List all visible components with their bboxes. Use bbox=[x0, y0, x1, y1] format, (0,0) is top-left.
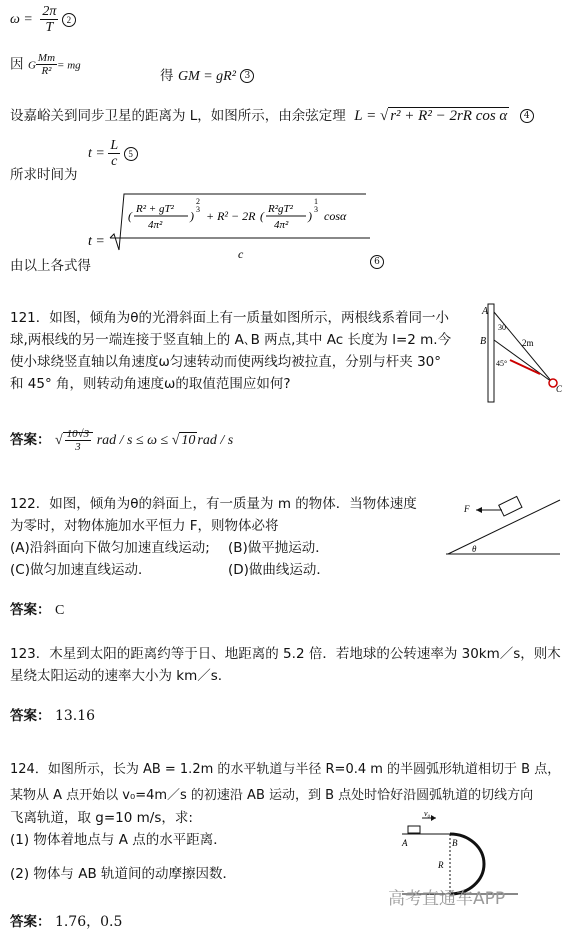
q123-answer bbox=[10, 704, 95, 724]
q121-fig-angle2: 45° bbox=[496, 359, 508, 368]
q124-fig-v0: v₀ bbox=[424, 809, 431, 818]
q122-fig-theta: θ bbox=[472, 544, 477, 554]
eq6-text: 由以上各式得 bbox=[10, 258, 91, 274]
q122-optC: (C)做匀加速直线运动． bbox=[10, 562, 152, 578]
q122-answer-label: 答案： bbox=[10, 602, 51, 618]
equation-3: 因 G $\frac{Mm}{\text{R²}}$ = mg bbox=[10, 52, 81, 78]
q121-figure bbox=[470, 300, 565, 410]
svg-text:+ R² − 2R: + R² − 2R bbox=[206, 209, 256, 223]
equation-2: ω = $\frac{2\pi}{T}$ 2 bbox=[10, 4, 76, 36]
q121-fig-B: B bbox=[480, 336, 487, 347]
svg-text:1: 1 bbox=[314, 197, 318, 206]
svg-text:2: 2 bbox=[196, 197, 200, 206]
q122-fig-F: F bbox=[464, 504, 470, 514]
q122-optB: (B)做平抛运动． bbox=[228, 540, 329, 556]
q122-answer-value: C bbox=[54, 603, 65, 618]
equation-6-graphic bbox=[88, 190, 388, 270]
q124-fig-R: R bbox=[438, 860, 444, 870]
svg-text:c: c bbox=[238, 247, 244, 261]
svg-text:(: ( bbox=[260, 209, 264, 223]
q122-figure bbox=[440, 492, 565, 562]
svg-text:4π²: 4π² bbox=[148, 219, 163, 231]
q123-answer-value: 13.16 bbox=[54, 708, 96, 724]
q121-line1: 121．如图，倾角为θ的光滑斜面上有一质量如图所示，两根线系着同一小 bbox=[10, 310, 450, 326]
q124-sub2: (2) 物体与 AB 轨道间的动摩擦因数． bbox=[10, 866, 236, 882]
q124-fig-A: A bbox=[402, 838, 408, 848]
q122-line1: 122．如图，倾角为θ的斜面上，有一质量为 m 的物体．当物体速度 bbox=[10, 496, 417, 512]
q122-optD: (D)做曲线运动． bbox=[228, 562, 330, 578]
q122-optA: (A)沿斜面向下做匀加速直线运动; bbox=[10, 540, 210, 556]
q123-answer-label: 答案： bbox=[10, 708, 51, 724]
eq3-numerator: Mm bbox=[37, 52, 56, 64]
equation-4: 设嘉峪关到同步卫星的距离为 L，如图所示，由余弦定理 L = √ r² + R² − 2rR cos α 4 bbox=[10, 104, 534, 125]
eq3-result: GM = gR² bbox=[177, 69, 236, 84]
equation-6 bbox=[88, 190, 388, 274]
q124-answer-value: 1.76，0.5 bbox=[54, 914, 123, 930]
q123-line1: 123．木星到太阳的距离约等于日、地距离的 5.2 倍．若地球的公转速率为 30km／s，则木 bbox=[10, 646, 561, 662]
svg-text:R²gT²: R²gT² bbox=[268, 203, 293, 215]
q121-fig-len: 2m bbox=[522, 338, 534, 348]
q122-answer bbox=[10, 598, 64, 619]
q121-line4: 和 45° 角，则转动角速度ω的取值范围应如何? bbox=[10, 376, 291, 392]
q124-answer-label: 答案： bbox=[10, 914, 51, 930]
eq5-denominator: c bbox=[111, 154, 118, 170]
q121-answer: 答案： √ $\frac{10√3}{3}$ rad / s ≤ ω ≤ √ 10 rad / s bbox=[10, 428, 234, 454]
equation-3-result: 得 GM = gR² 3 bbox=[160, 64, 254, 85]
q122-line2: 为零时，对物体施加水平恒力 F，则物体必将 bbox=[10, 518, 279, 534]
svg-text:4π²: 4π² bbox=[274, 219, 289, 231]
q124-line2: 某物从 A 点开始以 v₀=4m／s 的初速沿 AB 运动，到 B 点处时恰好沿圆弧轨道的切线方向 bbox=[10, 788, 534, 803]
q124-line1: 124．如图所示，长为 AB = 1.2m 的水平轨道与半径 R=0.4 m 的半圆弧形轨道相切于 B 点， bbox=[10, 762, 561, 777]
svg-text:(: ( bbox=[128, 209, 132, 223]
svg-text:cosα: cosα bbox=[324, 209, 347, 223]
eq5-text: 所求时间为 bbox=[10, 167, 78, 183]
q121-line3: 使小球绕竖直轴以角速度ω匀速转动而使两线均被拉直，分别与杆夹 30° bbox=[10, 354, 442, 370]
q121-fig-A: A bbox=[482, 306, 489, 317]
eq5-numerator: L bbox=[110, 138, 119, 153]
q124-sub1: (1) 物体着地点与 A 点的水平距离． bbox=[10, 832, 227, 848]
eq3-denominator: R² bbox=[41, 65, 52, 78]
q121-fig-C: C bbox=[556, 384, 563, 394]
q123-line2: 星绕太阳运动的速率大小为 km／s. bbox=[10, 668, 223, 684]
eq2-tag: 2 bbox=[62, 13, 76, 27]
eq2-denominator: T bbox=[45, 20, 54, 36]
svg-text:3: 3 bbox=[196, 205, 200, 214]
q124-line3: 飞离轨道，取 g=10 m/s，求: bbox=[10, 810, 193, 826]
eq6-tag: 6 bbox=[370, 254, 384, 270]
watermark: 高考直通车APP bbox=[388, 889, 506, 909]
svg-text:R² + gT²: R² + gT² bbox=[136, 203, 174, 215]
eq3-rhs: = mg bbox=[57, 59, 81, 72]
q124-answer bbox=[10, 910, 122, 931]
q124-fig-B: B bbox=[452, 838, 458, 848]
equation-5: t = $\frac{L}{c}$ 5 bbox=[88, 138, 138, 170]
q121-line2: 球,两根线的另一端连接于竖直轴上的 A､B 两点,其中 Ac 长度为 l=2 m.今 bbox=[10, 332, 452, 348]
svg-text:): ) bbox=[190, 209, 194, 223]
svg-text:t =: t = bbox=[88, 234, 105, 249]
svg-text:): ) bbox=[308, 209, 312, 223]
eq4-text: 设嘉峪关到同步卫星的距离为 L，如图所示，由余弦定理 bbox=[10, 108, 346, 124]
eq3-prefix: 因 bbox=[10, 56, 24, 73]
eq3-got: 得 bbox=[160, 68, 174, 84]
eq2-numerator: 2π bbox=[42, 4, 57, 19]
svg-text:3: 3 bbox=[314, 205, 318, 214]
q121-answer-label: 答案： bbox=[10, 432, 51, 448]
q121-fig-angle1: 30 bbox=[498, 323, 506, 332]
